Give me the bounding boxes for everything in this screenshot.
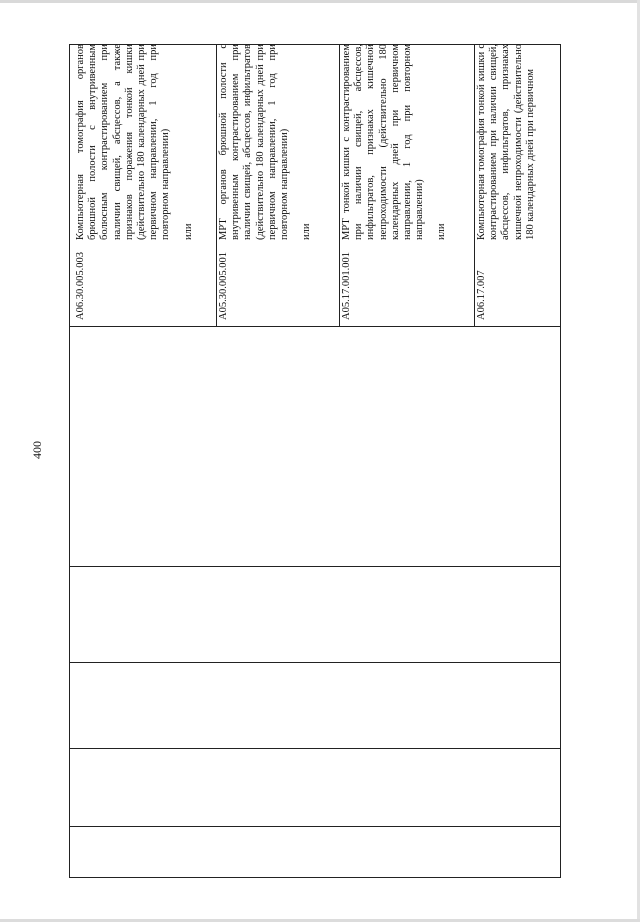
column-divider-1	[69, 326, 561, 327]
column-divider-5	[69, 826, 561, 827]
row-3-description: МРТ тонкой кишки с контрастированием при наличии свищей, абсцессов, инфильтратов, признаках кишечной непроходимости (действительно 180 календарных дней при первичном направлении, 1 год при повторном направлении)	[341, 44, 426, 240]
row-divider-1	[216, 44, 217, 327]
row-divider-2	[339, 44, 340, 327]
row-4-description-block	[476, 44, 560, 240]
row-3-code: A05.17.001.001	[341, 252, 352, 320]
column-divider-3	[69, 662, 561, 663]
row-2-description-block	[218, 44, 338, 240]
row-1-or: или	[182, 223, 194, 240]
row-2-or: или	[301, 223, 313, 240]
row-2-code: A05.30.005.001	[218, 252, 229, 320]
row-2-description: МРТ органов брюшной полости с внутривенным контрастированием при наличии свищей, абсцессов, инфильтратов (действительно 180 календарных дней при первичном направлении, 1 год при повторном направлении)	[218, 44, 291, 240]
row-1-description: Компьютерная томография органов брюшной полости с внутривенным болюсным контрастированием при наличии свищей, абсцессов, а также признаков поражения тонкой кишки (действительно 180 календарных дней при первичном направлении, 1 год при повторном направлении)	[75, 44, 172, 240]
row-3-or: или	[436, 223, 448, 240]
row-4-code: A06.17.007	[476, 270, 487, 320]
page-number: 400	[30, 441, 44, 459]
row-divider-3	[474, 44, 475, 327]
row-1-description-block	[75, 44, 215, 240]
column-divider-4	[69, 748, 561, 749]
row-1-code: A06.30.005.003	[75, 252, 86, 320]
row-4-description: Компьютерная томография тонкой кишки с контрастированием при наличии свищей, абсцессов, инфильтратов, признаках кишечной непроходимости (действительно 180 календарных дней при первичном	[476, 44, 536, 240]
column-divider-2	[69, 566, 561, 567]
scan-edge-top	[0, 0, 640, 3]
row-3-description-block	[341, 44, 471, 240]
